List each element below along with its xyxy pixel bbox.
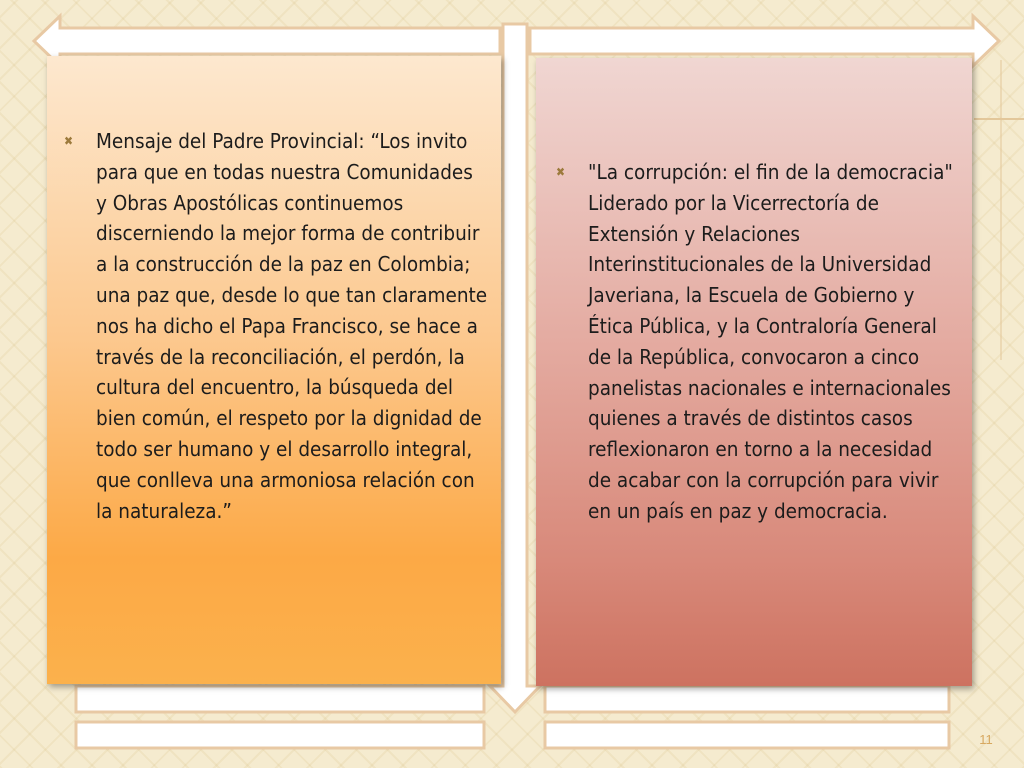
bottom-bar-left-1 [76,686,484,712]
left-bullet [64,126,488,526]
x-mark-icon: ✖ [556,165,566,179]
x-mark-icon: ✖ [64,134,74,148]
right-bullet-text: "La corrupción: el fin de la democracia" Liderado por la Vicerrectoría de Extensión y Relaciones Interinstitucionales de la Universidad Javeriana, la Escuela de Gobierno y Ética Pública, y la Contraloría General de la República, convocaron a cinco panelistas nacionales e internacionales quienes a través de distintos casos reflexionaron en torno a la necesidad de acabar con la corrupción para vivir en un país en paz y democracia. [588,160,953,523]
right-bullet [556,157,960,527]
slide-number: 11 [979,732,993,747]
bottom-bar-right-2 [545,722,949,748]
left-bullet-text: Mensaje del Padre Provincial: “Los invito para que en todas nuestra Comunidades y Obras Apostólicas continuemos discerniendo la mejor forma de contribuir a la construcción de la paz en Colombia; una paz que, desde lo que tan claramente nos ha dicho el Papa Francisco, se hace a través de la reconciliación, el perdón, la cultura del encuentro, la búsqueda del bien común, el respeto por la dignidad de todo ser humano y el desarrollo integral, que conlleva una armoniosa relación con la naturaleza.” [96,129,488,523]
bottom-bar-left-2 [76,722,484,748]
bottom-bar-right-1 [545,686,949,712]
